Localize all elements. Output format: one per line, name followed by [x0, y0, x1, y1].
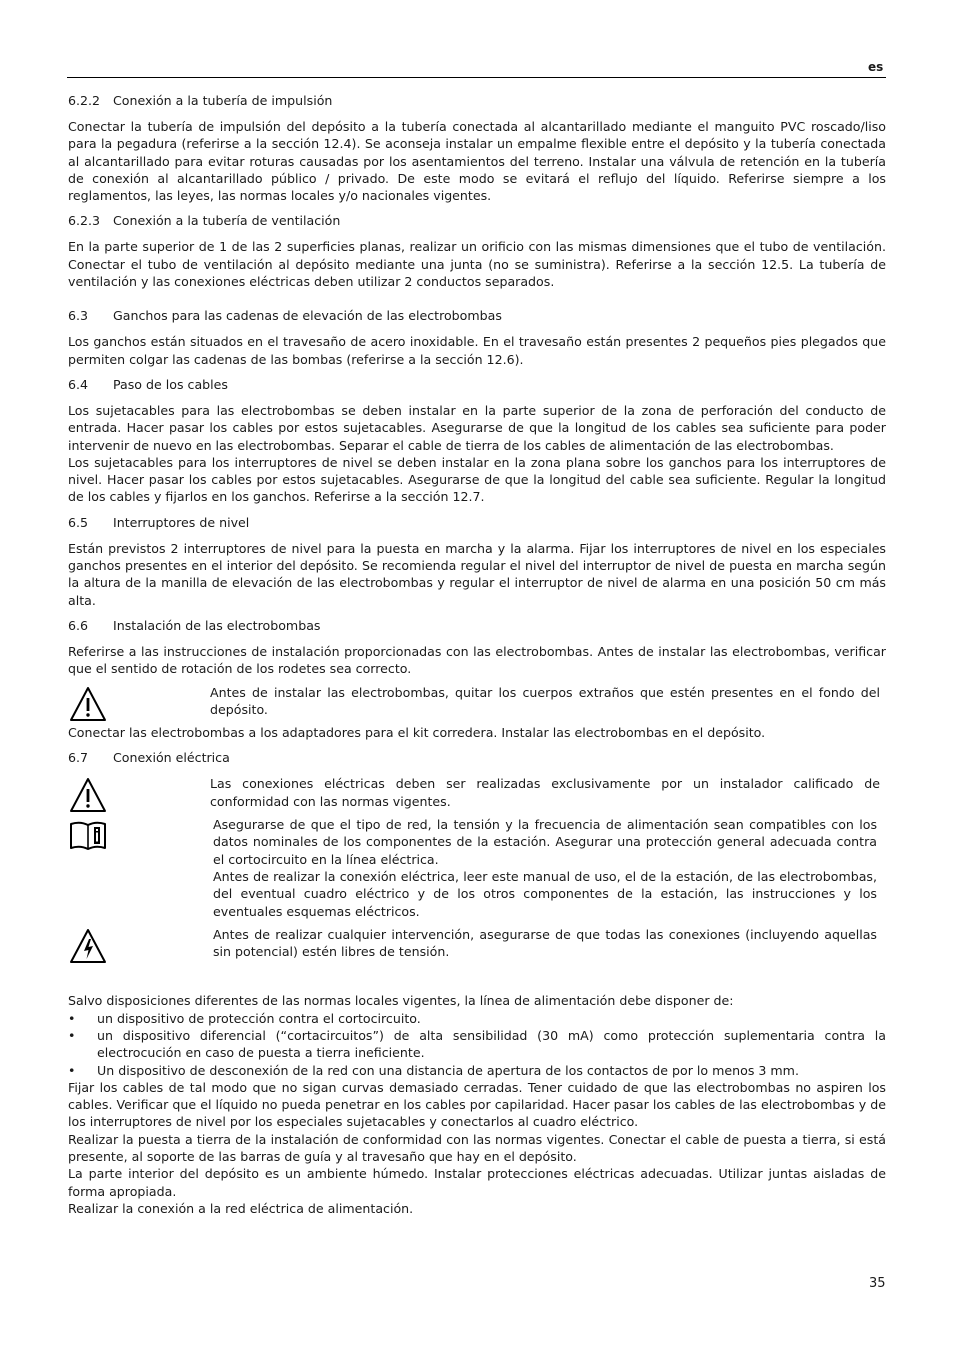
cables-paragraph: Fijar los cables de tal modo que no sigan curvas demasiado cerradas. Tener cuidado de que las electrobombas no aspiren los cables. Verificar que el líquido no pueda penetrar en los cables por capilaridad. Hacer pasar los cables de las electrobombas y de los interruptores de nivel por los especiales sujetacables y conectarlos al cuadro eléctrico. [68, 1079, 886, 1130]
warning-text: Antes de instalar las electrobombas, quitar los cuerpos extraños que estén presentes en el fondo del depósito. [210, 684, 880, 717]
read-manual-icon [68, 816, 108, 856]
manual-text-1: Asegurarse de que el tipo de red, la tensión y la frecuencia de alimentación sean compatibles con los datos nominales de los componentes de la estación. Asegurar una protección general adecuada contra el cortocircuito en la línea eléctrica. [213, 817, 877, 867]
section-number: 6.7 [68, 750, 89, 766]
section-body-6-6-a: Referirse a las instrucciones de instalación proporcionadas con las electrobombas. Antes de instalar las electrobombas, verificar que el sentido de rotación de los rodetes sea correcto. [68, 643, 886, 677]
list-item: • un dispositivo diferencial (“cortacircuitos”) de alta sensibilidad (30 mA) como protección suplementaria contra la electrocución en caso de puesta a tierra ineficiente. [68, 1027, 886, 1061]
language-tag: es [868, 60, 884, 74]
section-title: Conexión a la tubería de impulsión [113, 93, 333, 108]
section-title: Ganchos para las cadenas de elevación de las electrobombas [113, 308, 502, 324]
section-body-6-6-b: Conectar las electrobombas a los adaptadores para el kit corredera. Instalar las electrobombas en el depósito. [68, 725, 766, 741]
section-number: 6.6 [68, 617, 89, 633]
section-heading-6-3 [68, 307, 886, 324]
requirements-list [68, 1010, 886, 1079]
warning-notice [68, 775, 886, 810]
grounding-paragraph: Realizar la puesta a tierra de la instalación de conformidad con las normas vigentes. Conectar el cable de puesta a tierra, si está presente, al soporte de las barras de guía y al travesaño que hay en el depósito. [68, 1131, 886, 1165]
section-body-6-2-2: Conectar la tubería de impulsión del depósito a la tubería conectada al alcantarillado mediante el manguito PVC roscado/liso para la pegadura (referirse a la sección 12.4). Se aconseja instalar un empalme flexible entre el depósito y la tubería conectada al alcantarillado para evitar roturas causadas por los asentamientos del terreno. Instalar una válvula de retención en la tubería de conexión al alcantarillado público / privado. De este modo se evitará el reflujo del líquido. Referirse siempre a los reglamentos, las leyes, las normas locales y/o nacionales vigentes. [68, 119, 886, 204]
section-body-6-3: Los ganchos están situados en el travesaño de acero inoxidable. En el travesaño están presentes 2 pequeños pies plegados que permiten colgar las cadenas de las bombas (referirse a la sección 12.6). [68, 334, 886, 367]
list-item: • un dispositivo de protección contra el cortocircuito. [68, 1010, 421, 1026]
warning-triangle-icon [68, 684, 108, 724]
humidity-paragraph: La parte interior del depósito es un ambiente húmedo. Instalar protecciones eléctricas adecuadas. Utilizar juntas aisladas de forma apropiada. [68, 1166, 886, 1199]
section-title: Instalación de las electrobombas [113, 617, 321, 633]
section-heading-6-2-3 [68, 212, 886, 229]
section-body-6-4-a: Los sujetacables para las electrobombas se deben instalar en la parte superior de la zona de perforación del conducto de entrada. Hacer pasar los cables por estos sujetacables. Asegurarse de que la longitud de los cables sea suficiente para poder intervenir de nuevo en las electrobombas. Separar el cable de tierra de los cables de alimentación de las electrobombas. [68, 402, 886, 453]
electric-warning-notice [68, 926, 886, 961]
list-item: • Un dispositivo de desconexión de la red con una distancia de apertura de los contactos de por lo menos 3 mm. [68, 1062, 799, 1078]
bullet-icon: • [68, 1027, 76, 1043]
bullet-icon: • [68, 1062, 76, 1078]
section-number: 6.3 [68, 308, 89, 324]
section-heading-6-6 [68, 617, 886, 634]
section-body-6-2-3: En la parte superior de 1 de las 2 superficies planas, realizar un orificio con las mismas dimensiones que el tubo de ventilación. Conectar el tubo de ventilación al depósito mediante una junta (no se suministra). Referirse a la sección 12.5. La tubería de ventilación y las conexiones eléctricas deben utilizar 2 conductos separados. [68, 239, 886, 290]
power-line-intro: Salvo disposiciones diferentes de las normas locales vigentes, la línea de alimentación debe disponer de: [68, 993, 734, 1009]
warning-triangle-icon [68, 775, 108, 815]
section-heading-6-2-2 [68, 92, 886, 109]
manual-notice [68, 816, 886, 920]
section-title: Interruptores de nivel [113, 514, 250, 530]
section-body-6-4-b: Los sujetacables para los interruptores de nivel se deben instalar en la zona plana sobre los ganchos para los interruptores de nivel. Hacer pasar los cables por estos sujetacables. Asegurarse de que la longitud del cable sea suficiente. Regular la longitud de los cables y fijarlos en los ganchos. Referirse a la sección 12.7. [68, 454, 886, 505]
manual-text-2: Antes de realizar la conexión eléctrica, leer este manual de uso, el de la estación, de las electrobombas, del eventual cuadro eléctrico y de los otros componentes de la estación, las instrucciones y los eventuales esquemas eléctricos. [213, 868, 877, 919]
section-number: 6.4 [68, 376, 89, 392]
section-body-6-5: Están previstos 2 interruptores de nivel para la puesta en marcha y la alarma. Fijar los interruptores de nivel en los especiales ganchos presentes en el interior del depósito. Se recomienda regular el nivel del interruptor de nivel de puesta en marcha según la altura de la manilla de elevación de las electrobombas y regular el interruptor de nivel de alarma en una posición 50 cm más alta. [68, 540, 886, 608]
bullet-icon: • [68, 1010, 76, 1026]
section-title: Conexión a la tubería de ventilación [113, 213, 341, 229]
connection-paragraph: Realizar la conexión a la red eléctrica de alimentación. [68, 1200, 414, 1216]
section-number: 6.2.3 [68, 213, 101, 229]
warning-text: Las conexiones eléctricas deben ser realizadas exclusivamente por un instalador calificado de conformidad con las normas vigentes. [210, 776, 880, 809]
electric-hazard-icon [68, 926, 108, 966]
electric-warning-text: Antes de realizar cualquier intervención, asegurarse de que todas las conexiones (incluyendo aquellas sin potencial) estén libres de tensión. [213, 926, 877, 960]
section-heading-6-4 [68, 376, 886, 393]
page-content [68, 92, 886, 1217]
section-heading-6-7 [68, 749, 886, 766]
section-number: 6.2.2 [68, 93, 101, 108]
header-rule [67, 77, 886, 78]
section-heading-6-5 [68, 514, 886, 531]
section-title: Paso de los cables [113, 376, 228, 392]
spacer [68, 966, 886, 992]
page-number: 35 [869, 1276, 886, 1291]
section-title: Conexión eléctrica [113, 750, 230, 766]
warning-notice [68, 684, 886, 719]
section-number: 6.5 [68, 514, 89, 530]
